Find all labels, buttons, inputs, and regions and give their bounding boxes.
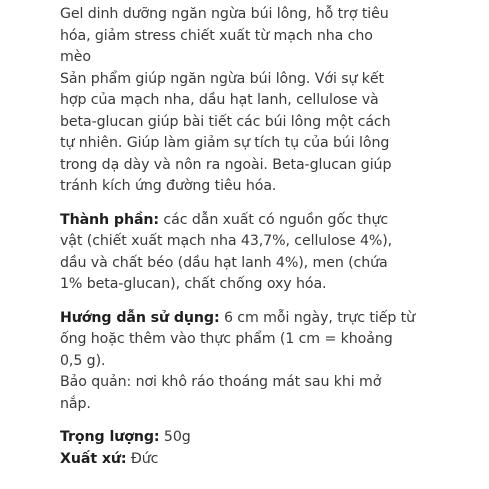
ingredients-text: các dẫn xuất có nguồn gốc thực: [159, 211, 389, 228]
product-title-line: mèo: [60, 49, 91, 65]
description-line: hợp của mạch nha, dầu hạt lanh, cellulose và: [60, 92, 379, 108]
description-line: Sản phẩm giúp ngăn ngừa búi lông. Với sự kết: [60, 70, 384, 87]
origin-value: Đức: [126, 450, 159, 467]
usage-section: [60, 308, 473, 416]
ingredients-line: dầu và chất béo (dầu hạt lanh 4%), men (chứa: [60, 254, 388, 271]
usage-text: 6 cm mỗi ngày, trực tiếp từ: [219, 309, 415, 326]
product-title-line: Gel dinh dưỡng ngăn ngừa búi lông, hỗ trợ tiêu: [60, 6, 389, 22]
ingredients-line: 1% beta-glucan), chất chống oxy hóa.: [60, 276, 327, 292]
ingredients-label: Thành phần:: [60, 211, 159, 228]
weight-value: 50g: [159, 429, 191, 445]
origin-label: Xuất xứ:: [60, 450, 127, 467]
description-line: beta-glucan giúp bài tiết các búi lông một cách: [60, 113, 391, 130]
intro-section: [60, 4, 473, 198]
storage-line: Bảo quản: nơi khô ráo thoáng mát sau khi mở: [60, 374, 382, 390]
description-line: tự nhiên. Giúp làm giảm sự tích tụ của búi lông: [60, 135, 390, 151]
product-title-line: hóa, giảm stress chiết xuất từ mạch nha cho: [60, 27, 373, 44]
usage-line: ống hoặc thêm vào thực phẩm (1 cm = khoảng: [60, 331, 393, 347]
paragraph-spacer: [60, 198, 473, 210]
storage-line: nắp.: [60, 395, 91, 412]
description-line: tránh kích ứng đường tiêu hóa.: [60, 178, 277, 194]
paragraph-spacer: [60, 296, 473, 308]
specs-section: [60, 427, 473, 470]
usage-line: 0,5 g).: [60, 352, 106, 369]
usage-label: Hướng dẫn sử dụng:: [60, 309, 220, 326]
description-line: trong dạ dày và nôn ra ngoài. Beta-glucan giúp: [60, 156, 392, 173]
ingredients-line: vật (chiết xuất mạch nha 43,7%, cellulose 4%),: [60, 233, 393, 249]
ingredients-first-line: [60, 210, 473, 232]
weight-label: Trọng lượng:: [60, 429, 160, 445]
origin-row: [60, 449, 473, 471]
weight-row: [60, 427, 473, 449]
usage-first-line: [60, 308, 473, 330]
ingredients-section: [60, 210, 473, 296]
paragraph-spacer: [60, 415, 473, 427]
